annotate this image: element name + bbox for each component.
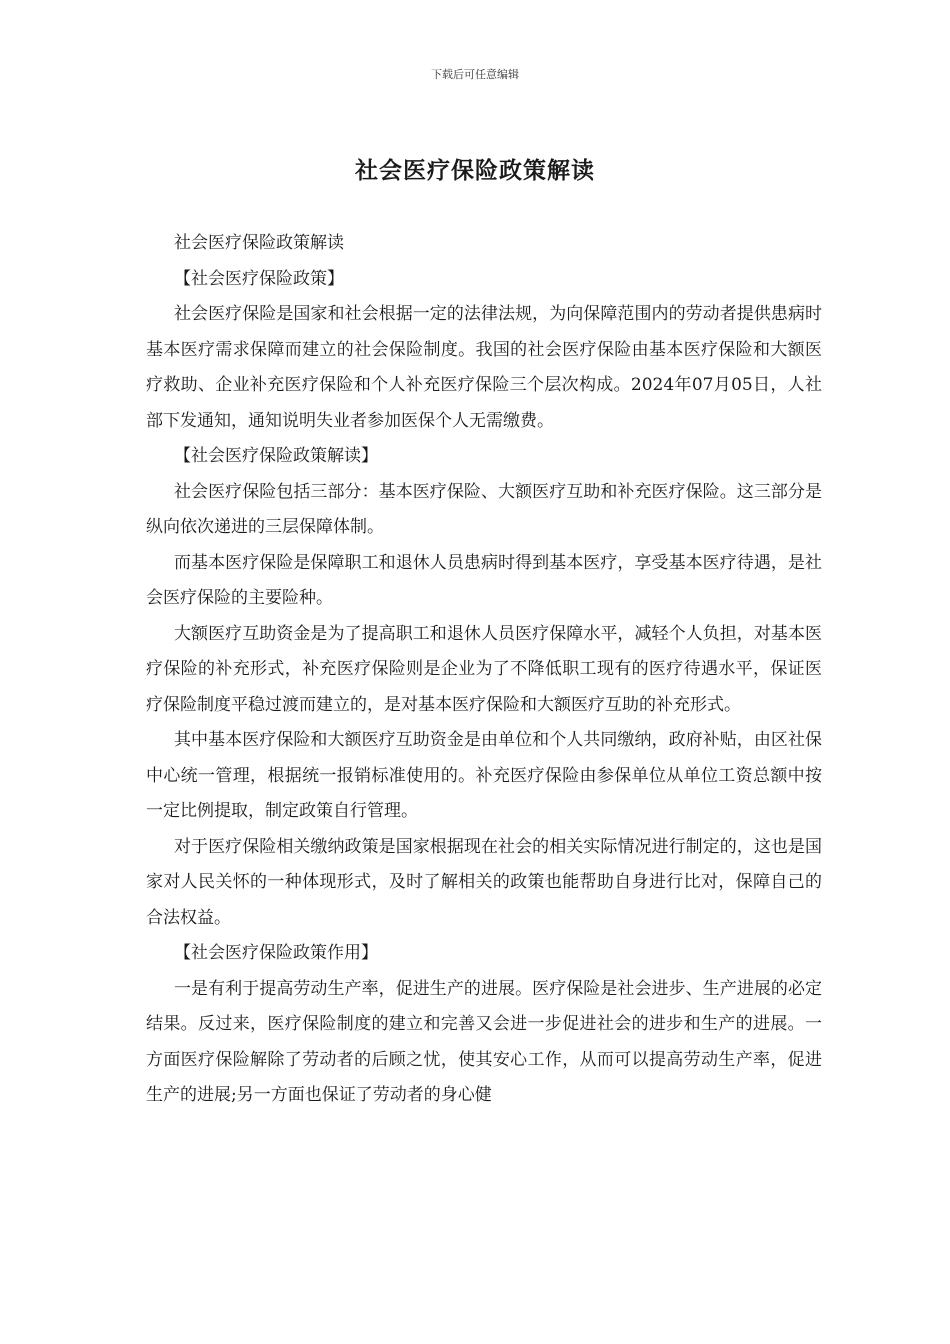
header-note: 下载后可任意编辑 <box>431 68 519 81</box>
section-heading: 【社会医疗保险政策解读】 <box>174 446 378 466</box>
paragraph: 其中基本医疗保险和大额医疗互助资金是由单位和个人共同缴纳，政府补贴，由区社保中心统一管理，根据统一报销标准使用的。补充医疗保险由参保单位从单位工资总额中按一定比例提取，制定政策自行管理。 <box>146 730 822 821</box>
document-body <box>146 226 822 1114</box>
paragraph: 而基本医疗保险是保障职工和退休人员患病时得到基本医疗，享受基本医疗待遇，是社会医疗保险的主要险种。 <box>146 552 822 608</box>
document-title: 社会医疗保险政策解读 <box>355 157 595 184</box>
section-heading: 【社会医疗保险政策】 <box>174 268 344 289</box>
paragraph: 社会医疗保险包括三部分：基本医疗保险、大额医疗互助和补充医疗保险。这三部分是纵向依次递进的三层保障体制。 <box>146 481 822 537</box>
paragraph: 社会医疗保险是国家和社会根据一定的法律法规，为向保障范围内的劳动者提供患病时基本医疗需求保障而建立的社会保险制度。我国的社会医疗保险由基本医疗保险和大额医疗救助、企业补充医疗保险和个人补充医疗保险三个层次构成。2024年07月05日，人社部下发通知，通知说明失业者参加医保个人无需缴费。 <box>146 304 822 431</box>
paragraph: 一是有利于提高劳动生产率，促进生产的进展。医疗保险是社会进步、生产进展的必定结果。反过来，医疗保险制度的建立和完善又会进一步促进社会的进步和生产的进展。一方面医疗保险解除了劳动者的后顾之忧，使其安心工作，从而可以提高劳动生产率，促进生产的进展;另一方面也保证了劳动者的身心健 <box>146 978 822 1105</box>
paragraph: 对于医疗保险相关缴纳政策是国家根据现在社会的相关实际情况进行制定的，这也是国家对人民关怀的一种体现形式，及时了解相关的政策也能帮助自身进行比对，保障自己的合法权益。 <box>146 836 822 928</box>
section-heading: 【社会医疗保险政策作用】 <box>174 943 378 963</box>
paragraph: 大额医疗互助资金是为了提高职工和退休人员医疗保障水平，减轻个人负担，对基本医疗保险的补充形式，补充医疗保险则是企业为了不降低职工现有的医疗待遇水平，保证医疗保险制度平稳过渡而建立的，是对基本医疗保险和大额医疗互助的补充形式。 <box>146 623 822 715</box>
paragraph: 社会医疗保险政策解读 <box>174 233 344 253</box>
